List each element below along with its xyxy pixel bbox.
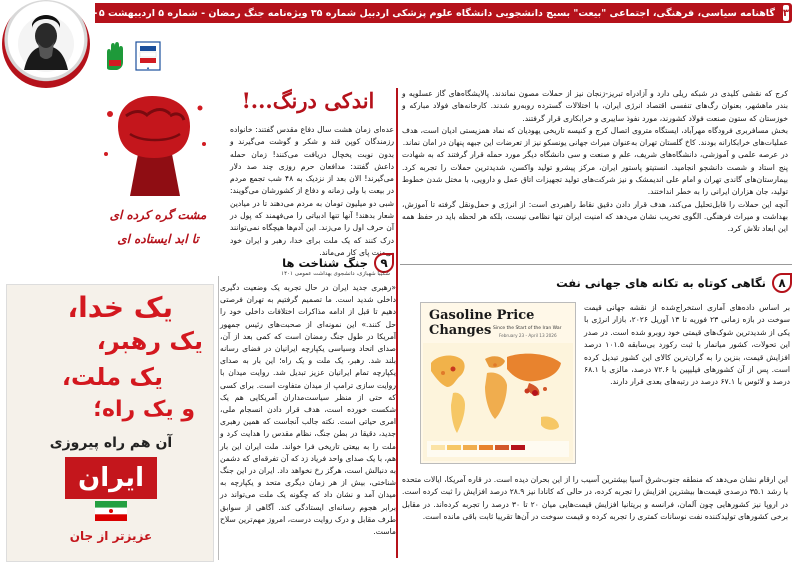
green-hand-icon: [100, 38, 128, 74]
section-8-side-text: بر اساس داده‌های آماری استخراج‌شده از نقشه جهانی قیمت سوخت در بازه زمانی ۲۳ فوریه تا ۱۳ آوریل ۲۰۲۶، بازار انرژی با یکی از شدیدترین شوک‌های قیمتی خود روبرو شده است. در صدر این تحولات، کشور میانمار با ثبت رکورد بی‌سابقه ۱۰۱.۵ درصد افزایش قیمت، بنزین را به گران‌ترین کالای این کشور تبدیل کرده است. پس از آن کشورهای فیلیپین با ۷۲.۶ درصد، مالزی با ۶۸.۱ درصد و لائوس با ۶۷.۱ درصد در رتبه‌های بعدی قرار دارند.: [584, 303, 790, 387]
logos: [92, 38, 162, 78]
author-byline: شکیبا شهبازی، دانشجوی بهداشت عمومی ۱۴۰۱: [281, 271, 390, 277]
section-number-badge: ۸: [772, 273, 792, 293]
chart-dates: February 23 - April 13 2026: [499, 333, 557, 338]
world-map-image: [423, 343, 573, 461]
article-title: اندکی درنگ...!: [241, 88, 375, 113]
paragraph: بخش مسافربری فرودگاه مهرآباد، ایستگاه متروی اتصال کرج و کنیسه تاریخی یهودیان که نماد همزیستی ادیان است، هدف عملیات‌های خرابکارانه بودند. کاخ گلستان تهران به‌عنوان میراث جهانی یونسکو نیز از تعرضات این جبهه پنهان در امان نماند.: [402, 125, 788, 148]
artwork-caption: مشت گره کرده ای: [109, 208, 207, 222]
paragraph: آنچه این حملات را قابل‌تحلیل می‌کند، هدف قرار دادن دقیق نقاط راهبردی است: از انرژی و حمل‌ونقل گرفته تا آموزش، بهداشت و میراث فرهنگی. الگوی تخریب نشان می‌دهد که امنیت ایران تنها نظامی نیست، بلکه هر لحظه باید در حفظ همه این ابعاد تلاش کرد.: [402, 199, 788, 234]
unity-poster: [6, 284, 214, 562]
section-title: جنگ شناخت ها: [282, 256, 368, 270]
section-8-bottom-text: این ارقام نشان می‌دهد که منطقه جنوب‌شرق آسیا بیشترین آسیب را از این بحران دیده است. در قاره آمریکا، ایالات متحده با رشد ۳۵.۱ درصدی قیمت‌ها بیشترین افزایش را تجربه کرده، در حالی که کانادا نیز ۲۸.۹ درصد افزایش را ثبت کرده است. در اروپا نیز کشورهایی چون آلمان، فرانسه و بریتانیا افزایش قیمت‌هایی میان ۲۰ تا ۳۰ درصد را تجربه کرده‌اند. در مقابل برخی کشورهای تولیدکننده نفت نوسانات کمتری را تجربه کرده و قیمت سوخت در آن‌ها تقریبا ثابت باقی مانده است.: [402, 475, 788, 522]
artwork-caption-line2: تا ابد ایستاده ای: [117, 232, 199, 246]
poster-victory-line: آن هم راه پیروزی: [49, 435, 173, 451]
leader-portrait-emblem: [2, 0, 90, 88]
portrait-icon: [2, 0, 90, 88]
gasoline-price-map: [420, 302, 576, 464]
header-banner: [0, 3, 800, 25]
paragraph: کرج که نقشی کلیدی در شبکه ریلی دارد و آزادراه تبریز-زنجان نیز از حملات مصون نماندند. پالایشگاه‌های گاز عسلویه و بندر ماهشهر، بعنوان رگ‌های تنفسی اقتصاد انرژی ایران، با اختلالات گسترده روبه‌رو شدند. کارخانه‌های فولاد مبارکه و خوزستان که ستون صنعت فولاد کشورند، مورد نفوذ سایبری و خرابکاری قرار گرفتند.: [402, 89, 788, 123]
poster-line: یک خدا،: [67, 291, 173, 324]
flag-logo-icon: [134, 38, 162, 74]
column-divider-left: [218, 276, 219, 560]
page-number: ۳: [783, 5, 789, 21]
section-title: نگاهی کوتاه به تکانه های جهانی نفت: [556, 276, 766, 290]
section-divider: [400, 264, 792, 265]
chart-title-line2: Changes: [429, 323, 492, 338]
red-fist-icon: [90, 84, 220, 204]
article-continued: [400, 88, 792, 246]
poster-line: و یک راه؛: [93, 397, 195, 422]
basij-logo: [134, 38, 162, 74]
poster-line: یک رهبر،: [96, 327, 203, 355]
iran-flag-icon: [95, 501, 127, 521]
section-8-heading: [400, 272, 792, 294]
hand-logo: [100, 38, 128, 74]
chart-subtitle: Since the Start of the Iran War: [493, 326, 562, 331]
publication-title: گاهنامه سیاسی، فرهنگی، اجتماعی "بیعت" بسیج دانشجویی دانشگاه علوم پزشکی اردبیل شماره ۳۵ ویژه‌نامه جنگ رمضان - شماره ۵ اردیبهشت ۱۴۰۵: [81, 7, 775, 19]
column-divider: [396, 88, 398, 558]
header-band: [81, 3, 792, 23]
section-number-badge: ۹: [374, 253, 394, 273]
paragraph: در عرصه علمی و آموزشی، دانشگاه‌های شریف، علم و صنعت و سی دانشگاه دیگر مورد حمله قرار گرفتند که به شهادت پنج استاد و شصت دانشجو انجامید. انستیتو پاستور ایران، مرکز پیشرو تولید واکسن، شدیدترین حملات را تجربه کرد. بیمارستان‌های گاندی تهران و امام علی اندیمشک و نیز شرکت‌های تولید تجهیزات اتاق عمل و دارویی، با مختل شدن خطوط تولید، جان هزاران ایرانی را به خطر انداختند.: [402, 150, 788, 197]
article-body: عده‌ای زمان هشت سال دفاع مقدس گفتند: خانواده رزمندگان کوپن قند و شکر و گوشت می‌گیرند و بدون نوبت یخچال دریافت می‌کنند! زمان حمله داعش گفتند: مدافعان حرم روزی چند صد دلار می‌گیرند! الان بعد از نزدیک به ۴۸ شب تجمع مردم در بیعت با ولی زمانه و دفاع از کشورشان می‌گویند: شبی دو میلیون تومان به مردم می‌دهند تا در میادین شعار بدهند! آنها تنها ادبیاتی را می‌فهمند که پول در آن حرف اول را می‌زند. این آدم‌ها هیچگاه نمی‌توانند درک کنند که یک ملت برای خدا، رهبر و ایران خود بی‌منت پای کار می‌ماند.: [230, 125, 394, 257]
chart-title: Gasoline Price: [429, 308, 535, 323]
svg-text:◆: ◆: [146, 66, 150, 70]
poster-bottom-line: عزیزتر از جان: [69, 529, 153, 543]
section-9-body: «رهبری جدید ایران در حال تجربه یک وضعیت دگیری داخلی شدید است. ما تصمیم گرفتیم به تهران فرصتی دهیم تا قبل از ادامه مذاکرات اختلافات داخلی خود را حل کنند.» این نمونه‌ای از صحبت‌های رئیس جمهور آمریکا در طول جنگ رمضان است که کمی بعد از آن، صدای اتحاد وسیاسی یکپارچه ایرانیان در فضای رسانه بلند شد. رهبر، یک ملت و یک راه؛ این بار به صدای یکپارچه تمام ایرانیان عزیز تبدیل شد. روایت میدان با روایت سازی ترامپ از میدان متفاوت است. برای کسی که حتی از منظر سیاست‌مداران آمریکایی هم یک شکست خورده است، هدف قرار دادن انسجام ملی، امری حیاتی است. نکته جالب آنجاست که همین رهبری جدید، دقیقا در بطن جنگ، نظام مقدس را هدایت کرد و ملت را به بیعتی تاریخی فرا خواند. ملت ایران این بار هم، با یک صدای واحد فریاد زد که آن تفرقه‌ای که دشمن به دنبالش است، هرگز رخ نخواهد داد. ایران در این جنگ شناختی، بیش از هر زمان دیگری متحد و یکپارچه به میدان آمد و نشان داد که چگونه یک ملت می‌تواند در برابر هجوم رسانه‌ای ایستادگی کند. آگاهی از سوابق طرف مقابل و درک روایت درست، امروز مهم‌ترین سلاح ماست.: [220, 283, 396, 537]
poster-line: یک ملت،: [61, 363, 163, 391]
poster-iran-label: ایران: [65, 457, 157, 499]
